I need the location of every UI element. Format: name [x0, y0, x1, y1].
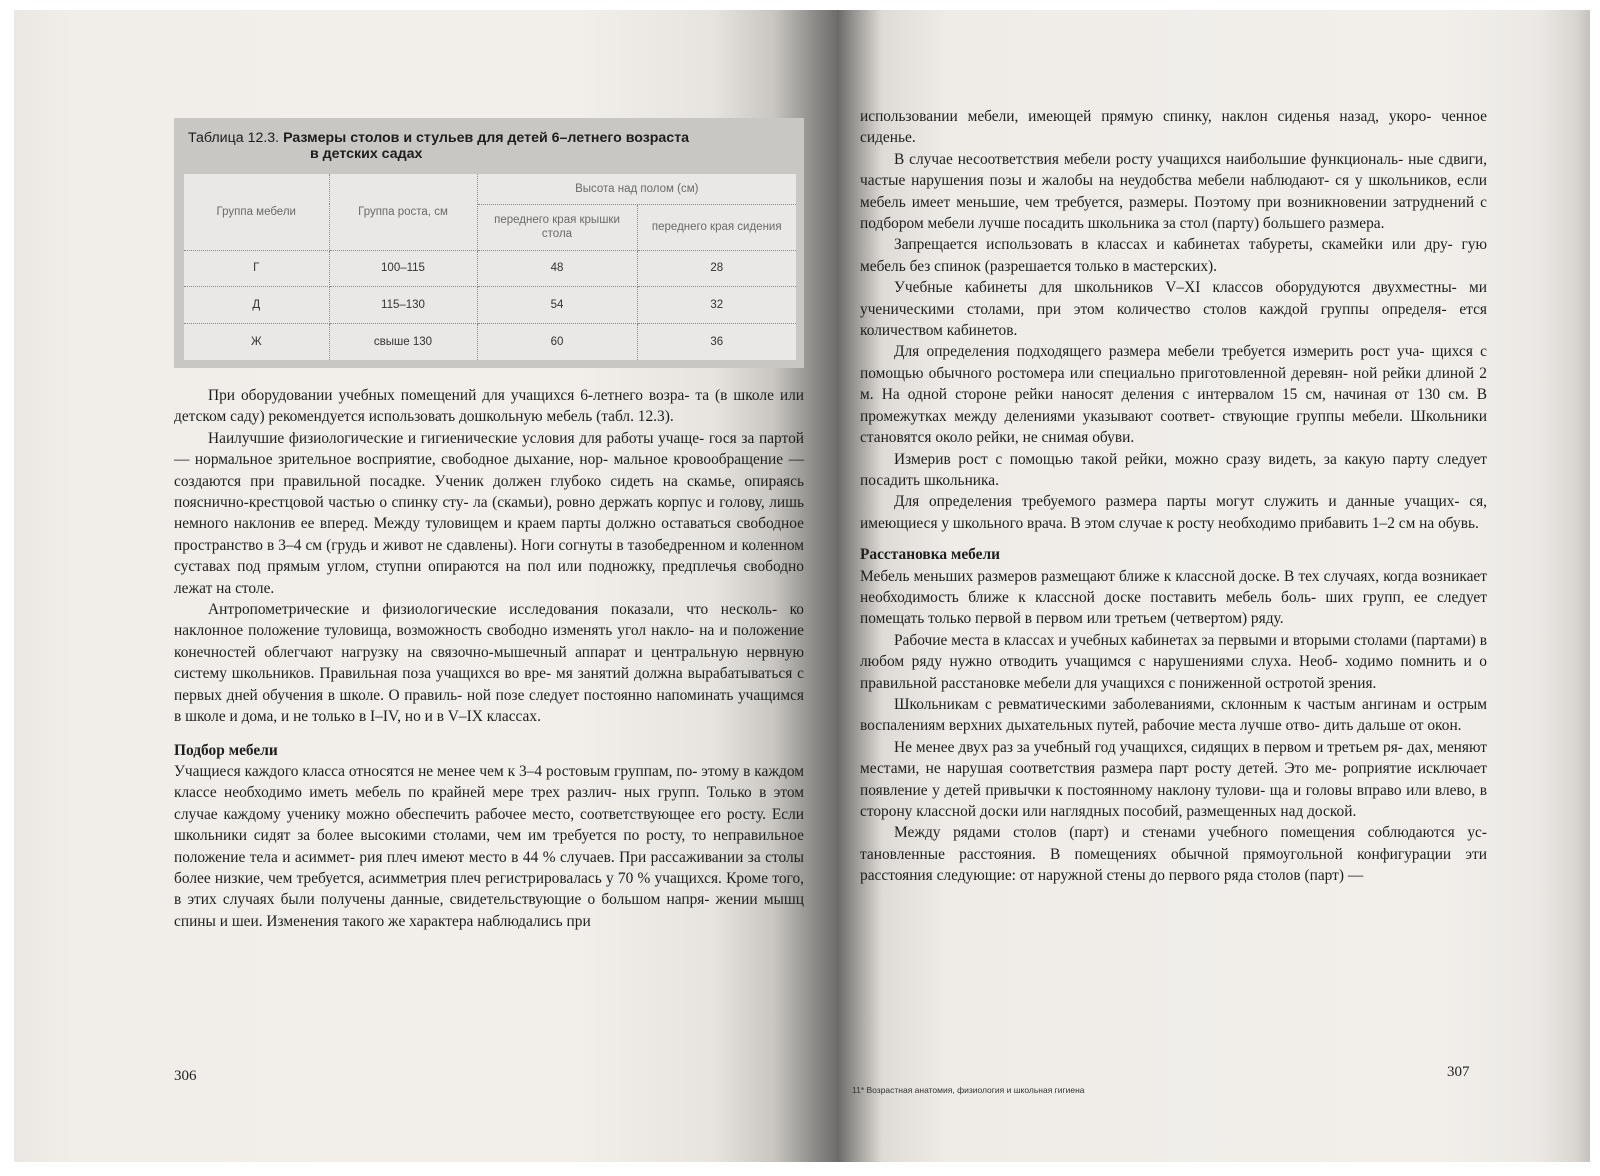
- cell-seat-height: 32: [637, 287, 796, 324]
- cell-table-height: 54: [477, 287, 637, 324]
- paragraph: Между рядами столов (парт) и стенами учебного помещения соблюдаются ус- тановленные расстояния. В помещениях обычной прямоугольной конфигурации эти расстояния следующие: от наружной стены до первого ряда столов (парт) —: [860, 824, 1487, 885]
- furniture-size-table: [184, 174, 796, 360]
- table-caption: [188, 130, 788, 162]
- right-page-body: [837, 106, 1487, 887]
- paragraph: При оборудовании учебных помещений для учащихся 6-летнего возра- та (в школе или детском саду) рекомендуется использовать дошкольную мебель (табл. 12.3).: [174, 387, 804, 426]
- left-page-body: [174, 385, 804, 932]
- paragraph: Запрещается использовать в классах и кабинетах табуреты, скамейки или дру- гую мебель без спинок (разрешается только в мастерских).: [860, 236, 1487, 275]
- table-caption-title-line2: в детских садах: [310, 146, 423, 162]
- right-page: [837, 10, 1590, 1162]
- paragraph: Не менее двух раз за учебный год учащихся, сидящих в первом и третьем ря- дах, меняют местами, не нарушая соответствия размера парт росту детей. Это ме- роприятие исключает появление у детей привычки к постоянному наклону тулови- ща и головы вправо или влево, в сторону классной доски или наглядных пособий, размещенных над доской.: [860, 738, 1487, 820]
- cell-height: свыше 130: [329, 324, 477, 360]
- table-block: [174, 118, 804, 368]
- cell-group: Г: [184, 250, 329, 287]
- header-group-furniture: Группа мебели: [184, 174, 329, 250]
- header-height-above-floor: Высота над полом (см): [477, 174, 796, 204]
- left-page: [14, 10, 837, 1162]
- cell-group: Ж: [184, 324, 329, 360]
- footer-signature: 11* Возрастная анатомия, физиология и школьная гигиена: [852, 1085, 1085, 1095]
- table-row: [184, 324, 796, 360]
- table-caption-title: Размеры столов и стульев для детей 6–летнего возраста: [283, 130, 690, 146]
- paragraph: Рабочие места в классах и учебных кабинетах за первыми и вторыми столами (партами) в любом ряду нужно отводить учащимся с нарушениями слуха. Необ- ходимо помнить и о правильной расстановке мебели для учащихся с пониженной остротой зрения.: [860, 631, 1487, 692]
- header-group-height: Группа роста, см: [329, 174, 477, 250]
- book-spread: [14, 10, 1590, 1162]
- table-caption-number: Таблица 12.3.: [188, 130, 280, 146]
- paragraph: Для определения подходящего размера мебели требуется измерить рост уча- щихся с помощью обычного ростомера или специально приготовленной деревян- ной рейки длиной 2 м. На одной стороне рейки наносят деления с интервалом 15 см, начиная от 130 см. В промежутках между делениями указывают соответ- ствующие группы мебели. Школьники становятся около рейки, не снимая обуви.: [860, 343, 1487, 447]
- paragraph: Школьникам с ревматическими заболеваниями, склонным к частым ангинам и острым воспалениям верхних дыхательных путей, рабочие места лучше отво- дить дальше от окон.: [860, 695, 1487, 735]
- table-row: [184, 287, 796, 324]
- cell-seat-height: 36: [710, 336, 724, 349]
- paragraph: Для определения требуемого размера парты могут служить и данные учащих- ся, имеющиеся у школьного врача. В этом случае к росту необходимо прибавить 1–2 см на обувь.: [860, 493, 1487, 532]
- page-number-right: 307: [1447, 1064, 1470, 1080]
- cell-seat-height: 28: [637, 250, 796, 287]
- paragraph: Наилучшие физиологические и гигиенические условия для работы учаще- гося за партой — нормальное зрительное восприятие, свободное дыхание, нор- мальное кровообращение — создаются при правильной посадке. Ученик должен глубоко сидеть на скамье, опираясь пояснично-крестцовой частью о спинку сту- ла (скамьи), ровно держать корпус и голову, лишь немного наклонив ее вперед. Между туловищем и краем парты должно оставаться свободное пространство в 3–4 см (грудь и живот не сдавлены). Ноги согнуты в тазобедренном и коленном суставах под прямым углом, ступни опираются на пол или подножку, предплечья свободно лежат на столе.: [174, 429, 804, 597]
- paragraph: использовании мебели, имеющей прямую спинку, наклон сиденья назад, укоро- ченное сиденье.: [860, 108, 1487, 147]
- paragraph: В случае несоответствия мебели росту учащихся наибольшие функциональ- ные сдвиги, частые нарушения позы и жалобы на неудобства мебели наблюдают- ся у школьников, если мебель имеет меньшие, чем требуется, размеры. Поэтому при возникновении затруднений с подбором мебели лучше посадить школьника за стол (парту) большего размера.: [860, 150, 1487, 233]
- cell-group: Д: [184, 287, 329, 324]
- header-front-edge-table: переднего края крышки стола: [477, 204, 637, 250]
- paragraph: Измерив рост с помощью такой рейки, можно сразу видеть, за какую парту следует посадить школьника.: [860, 450, 1487, 489]
- page-number-left: 306: [174, 1068, 197, 1084]
- cell-height: 115–130: [329, 287, 477, 324]
- section-heading-furniture-selection: Подбор мебели: [174, 741, 278, 759]
- paragraph: Мебель меньших размеров размещают ближе к классной доске. В тех случаях, когда возникает необходимость ближе к классной доске поставить мебель боль- ших групп, ее следует помещать только первой в первом или третьем (четвертом) ряду.: [860, 567, 1487, 628]
- section-heading-furniture-arrangement: Расстановка мебели: [860, 546, 1001, 564]
- cell-table-height: 60: [477, 324, 637, 360]
- cell-height: 100–115: [329, 250, 477, 287]
- cell-table-height: 48: [477, 250, 637, 287]
- paragraph: Учебные кабинеты для школьников V–XI классов оборудуются двухместны- ми ученическими столами, при этом количество столов каждой группы определя- ется количеством кабинетов.: [860, 279, 1487, 340]
- table-row: [184, 250, 796, 287]
- header-front-edge-seat: переднего края сидения: [637, 204, 796, 250]
- paragraph: Антропометрические и физиологические исследования показали, что несколь- ко наклонное положение туловища, возможность свободно изменять угол накло- на и положение конечностей облегчают нагрузку на связочно-мышечный аппарат и центральную нервную систему школьников. Правильная поза учащихся во вре- мя занятий должна вырабатываться с первых дней обучения в школе. О правиль- ной позе следует постоянно напоминать учащимся в школе и дома, и не только в I–IV, но и в V–IX классах.: [174, 601, 804, 726]
- paragraph: Учащиеся каждого класса относятся не менее чем к 3–4 ростовым группам, по- этому в каждом классе необходимо иметь мебель по крайней мере трех различ- ных групп. Только в этом случае каждому ученику можно обеспечить рабочее место, соответствующее его росту. Если школьники сидят за более высокими столами, чем им требуется по росту, то неправильное положение тела и асиммет- рия плеч имеют место в 44 % случаев. При рассаживании за столы более низкие, чем требуется, асимметрия плеч регистрировалась у 70 % учащихся. Кроме того, в этих случаях были получены данные, свидетельствующие о большом напря- жении мышц спины и шеи. Изменения такого же характера наблюдались при: [174, 762, 804, 930]
